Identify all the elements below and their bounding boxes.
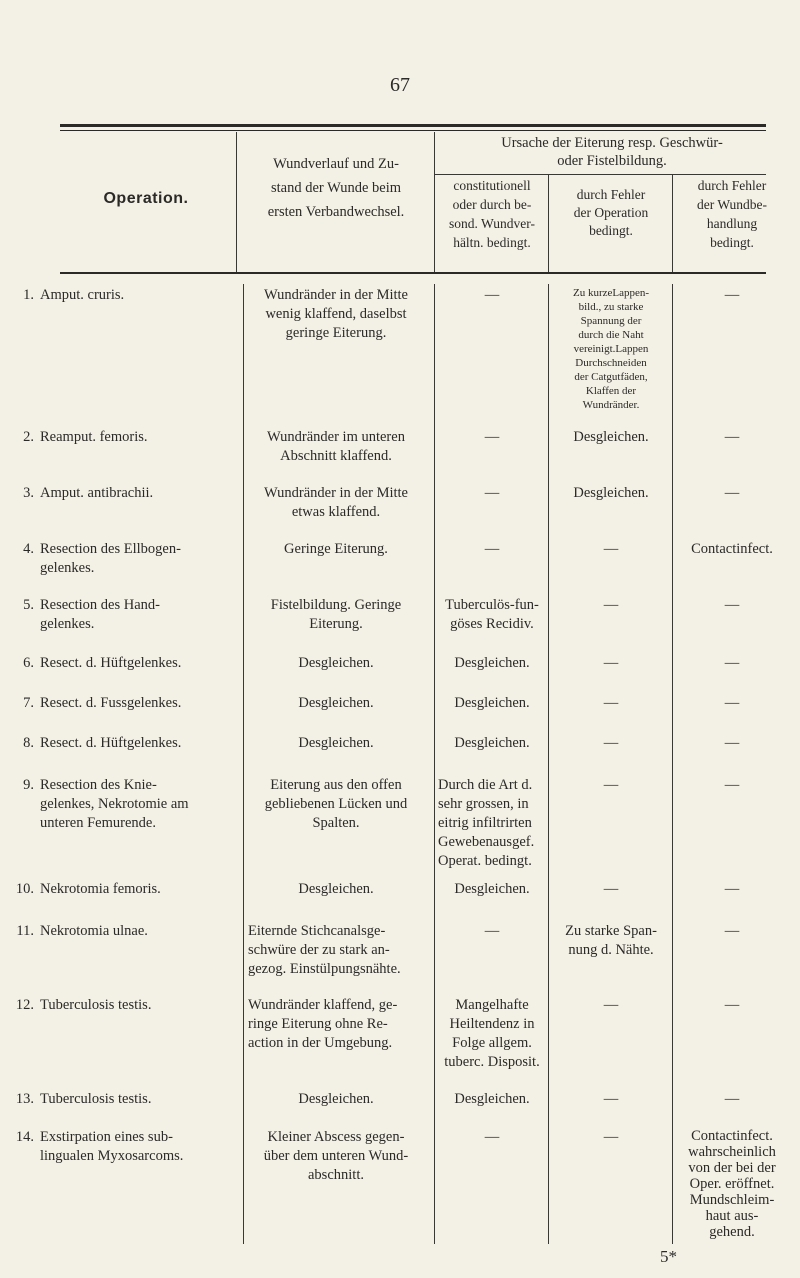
fehler-op-cell xyxy=(552,694,670,713)
constitutionell-cell xyxy=(438,654,546,673)
wund-cell xyxy=(248,996,424,1053)
cell-line: Kleiner Abscess gegen- xyxy=(267,1129,405,1145)
cell-line: Abschnitt klaffend. xyxy=(280,448,392,464)
header-line: sond. Wundver- xyxy=(449,216,535,231)
header-line: constitutionell xyxy=(453,178,531,193)
header-line: Ursache der Eiterung resp. Geschwür- xyxy=(501,135,723,151)
operation-line: gelenkes. xyxy=(40,616,95,632)
cell-line: — xyxy=(603,735,619,751)
fehler-wb-cell xyxy=(674,922,790,941)
wund-cell xyxy=(248,776,424,833)
cell-line: — xyxy=(603,655,619,671)
operation-line: lingualen Myxosarcoms. xyxy=(40,1148,184,1164)
cell-line: Tuberculös-fun- xyxy=(445,597,539,613)
cell-line: geringe Eiterung. xyxy=(285,325,387,341)
constitutionell-cell xyxy=(438,1128,546,1147)
constitutionell-cell xyxy=(438,540,546,559)
cell-line: wenig klaffend, daselbst xyxy=(265,306,407,322)
fehler-op-cell xyxy=(552,596,670,615)
cell-line: — xyxy=(724,997,740,1013)
cell-line: Desgleichen. xyxy=(573,485,649,501)
operation-line: gelenkes. xyxy=(40,560,95,576)
constitutionell-cell xyxy=(438,776,546,871)
cell-line: — xyxy=(724,485,740,501)
cell-line: etwas klaffend. xyxy=(291,504,381,520)
operation-cell xyxy=(12,654,240,673)
constitutionell-cell xyxy=(438,428,546,447)
fehler-wb-cell xyxy=(674,734,790,753)
cell-line: Operat. bedingt. xyxy=(438,853,532,869)
fehler-op-cell xyxy=(552,1128,670,1147)
fehler-wb-cell xyxy=(674,654,790,673)
operation-line: Exstirpation eines sub- xyxy=(40,1129,173,1145)
header-fehler-operation xyxy=(552,186,670,240)
fehler-op-cell xyxy=(552,734,670,753)
fehler-op-cell xyxy=(552,880,670,899)
cell-line: über dem unteren Wund- xyxy=(263,1148,409,1164)
operation-cell xyxy=(12,484,240,503)
cell-line: Eiternde Stichcanalsge- xyxy=(248,923,386,939)
fehler-wb-cell xyxy=(674,694,790,713)
cell-line: — xyxy=(724,735,740,751)
cell-line: — xyxy=(484,541,500,557)
cell-line: — xyxy=(724,1091,740,1107)
constitutionell-cell xyxy=(438,734,546,753)
cell-line: — xyxy=(724,655,740,671)
row-number: 2. xyxy=(23,429,34,445)
header-top-rule-thin xyxy=(60,130,766,131)
cell-line: ringe Eiterung ohne Re- xyxy=(248,1016,388,1032)
fehler-wb-cell xyxy=(674,1090,790,1109)
operation-line: Tuberculosis testis. xyxy=(40,1091,152,1107)
cell-line: Heiltendenz in xyxy=(449,1016,535,1032)
operation-cell xyxy=(12,428,240,447)
cell-line: gehend. xyxy=(709,1224,755,1240)
column-divider xyxy=(243,284,244,1244)
wund-cell xyxy=(248,286,424,343)
fehler-op-cell xyxy=(552,1090,670,1109)
operation-line: Tuberculosis testis. xyxy=(40,997,152,1013)
wund-cell xyxy=(248,1128,424,1185)
cell-line: Gewebenausgef. xyxy=(438,834,535,850)
header-line: der Operation xyxy=(573,205,649,220)
row-number: 5. xyxy=(23,597,34,613)
cell-line: schwüre der zu stark an- xyxy=(248,942,390,958)
cell-line: — xyxy=(484,1129,500,1145)
wund-cell xyxy=(248,540,424,559)
row-number: 11. xyxy=(16,923,34,939)
signature-mark: 5* xyxy=(660,1247,677,1266)
cell-line: göses Recidiv. xyxy=(450,616,534,632)
operation-cell xyxy=(12,996,240,1015)
fehler-op-cell xyxy=(552,484,670,503)
header-line: oder Fistelbildung. xyxy=(557,153,667,169)
cell-line: gebliebenen Lücken und xyxy=(264,796,408,812)
header-divider xyxy=(434,132,435,272)
operation-line: Resection des Knie- xyxy=(40,777,157,793)
wund-cell xyxy=(248,1090,424,1109)
header-top-rule xyxy=(60,124,766,127)
cell-line: Eiterung. xyxy=(309,616,363,632)
page-number: 67 xyxy=(390,74,410,96)
operation-line: Resect. d. Hüftgelenkes. xyxy=(40,735,182,751)
header-line: der Wundbe- xyxy=(696,197,768,212)
operation-cell xyxy=(12,286,240,305)
cell-line: Spannung der xyxy=(580,315,642,327)
cell-line: haut aus- xyxy=(705,1208,759,1224)
cell-line: der Catgutfäden, xyxy=(574,371,648,383)
wund-cell xyxy=(248,880,424,899)
column-divider xyxy=(548,284,549,1244)
fehler-op-cell xyxy=(552,654,670,673)
header-fehler-wundbehandlung xyxy=(674,176,790,252)
cell-line: Mundschleim- xyxy=(689,1192,775,1208)
operation-cell xyxy=(12,1128,240,1166)
cell-line: action in der Umgebung. xyxy=(248,1035,393,1051)
cell-line: — xyxy=(603,541,619,557)
row-number: 8. xyxy=(23,735,34,751)
fehler-wb-cell xyxy=(674,996,790,1015)
fehler-wb-cell xyxy=(674,428,790,447)
fehler-op-cell xyxy=(552,996,670,1015)
cell-line: abschnitt. xyxy=(308,1167,364,1183)
cell-line: wahrscheinlich xyxy=(688,1144,776,1160)
cell-line: eitrig infiltrirten xyxy=(438,815,532,831)
fehler-wb-cell xyxy=(674,596,790,615)
header-line: durch Fehler xyxy=(576,187,646,202)
header-wundverlauf xyxy=(240,154,432,222)
operation-line: Amput. cruris. xyxy=(40,287,125,303)
cell-line: Wundränder klaffend, ge- xyxy=(248,997,398,1013)
wund-cell xyxy=(248,484,424,522)
operation-line: Resection des Ellbogen- xyxy=(40,541,181,557)
cell-line: Desgleichen. xyxy=(573,429,649,445)
cell-line: — xyxy=(724,597,740,613)
wund-cell xyxy=(248,922,424,979)
cell-line: Desgleichen. xyxy=(298,881,374,897)
cell-line: Contactinfect. xyxy=(691,1128,773,1144)
cell-line: — xyxy=(603,881,619,897)
cell-line: — xyxy=(603,695,619,711)
cell-line: — xyxy=(484,287,500,303)
fehler-op-cell xyxy=(552,922,670,960)
constitutionell-cell xyxy=(438,596,546,634)
header-line: bedingt. xyxy=(589,223,633,238)
cell-line: — xyxy=(724,695,740,711)
cell-line: — xyxy=(724,429,740,445)
header-constitutionell xyxy=(438,176,546,252)
cell-line: — xyxy=(603,1091,619,1107)
cell-line: — xyxy=(724,881,740,897)
header-divider xyxy=(236,132,237,272)
wund-cell xyxy=(248,596,424,634)
cell-line: — xyxy=(484,485,500,501)
cell-line: Wundränder. xyxy=(582,399,640,411)
header-divider xyxy=(548,174,549,272)
cell-line: Klaffen der xyxy=(585,385,637,397)
row-number: 13. xyxy=(15,1091,34,1107)
operation-cell xyxy=(12,596,240,634)
cell-line: Durch die Art d. xyxy=(438,777,533,793)
fehler-wb-cell xyxy=(674,776,790,795)
operation-cell xyxy=(12,922,240,941)
operation-line: Reamput. femoris. xyxy=(40,429,148,445)
cell-line: Desgleichen. xyxy=(454,655,530,671)
row-number: 9. xyxy=(23,777,34,793)
cell-line: Folge allgem. xyxy=(452,1035,532,1051)
cell-line: vereinigt.Lappen xyxy=(573,343,649,355)
operation-line: Nekrotomia ulnae. xyxy=(40,923,148,939)
cell-line: nung d. Nähte. xyxy=(568,942,654,958)
constitutionell-cell xyxy=(438,880,546,899)
cell-line: — xyxy=(603,997,619,1013)
cell-line: Wundränder in der Mitte xyxy=(264,485,408,501)
cell-line: — xyxy=(724,287,740,303)
operation-line: Amput. antibrachii. xyxy=(40,485,154,501)
operation-line: gelenkes, Nekrotomie am xyxy=(40,796,189,812)
fehler-op-cell xyxy=(552,776,670,795)
operation-cell xyxy=(12,540,240,578)
operation-cell xyxy=(12,734,240,753)
header-line: handlung xyxy=(706,216,758,231)
cell-line: Desgleichen. xyxy=(454,1091,530,1107)
row-number: 12. xyxy=(15,997,34,1013)
wund-cell xyxy=(248,654,424,673)
operation-cell xyxy=(12,1090,240,1109)
constitutionell-cell xyxy=(438,1090,546,1109)
cell-line: Mangelhafte xyxy=(455,997,529,1013)
wund-cell xyxy=(248,428,424,466)
header-ursache xyxy=(438,134,786,170)
cell-line: bild., zu starke xyxy=(578,301,644,313)
fehler-op-cell xyxy=(552,540,670,559)
header-line: hältn. bedingt. xyxy=(453,235,531,250)
cell-line: Desgleichen. xyxy=(298,655,374,671)
header-operation: Operation. xyxy=(103,190,189,207)
fehler-op-cell xyxy=(552,286,670,412)
header-line: durch Fehler xyxy=(697,178,767,193)
fehler-wb-cell xyxy=(674,1128,790,1240)
constitutionell-cell xyxy=(438,286,546,305)
operation-cell xyxy=(12,776,240,833)
cell-line: — xyxy=(484,429,500,445)
fehler-wb-cell xyxy=(674,286,790,305)
header-bottom-rule xyxy=(60,272,766,274)
header-subrule xyxy=(434,174,766,175)
wund-cell xyxy=(248,734,424,753)
constitutionell-cell xyxy=(438,694,546,713)
row-number: 7. xyxy=(23,695,34,711)
cell-line: Eiterung aus den offen xyxy=(270,777,402,793)
constitutionell-cell xyxy=(438,922,546,941)
header-line: bedingt. xyxy=(710,235,754,250)
operation-line: Nekrotomia femoris. xyxy=(40,881,161,897)
cell-line: Desgleichen. xyxy=(298,695,374,711)
operation-line: Resection des Hand- xyxy=(40,597,160,613)
row-number: 4. xyxy=(23,541,34,557)
header-line: Wundverlauf und Zu- xyxy=(273,156,399,172)
fehler-wb-cell xyxy=(674,880,790,899)
cell-line: Contactinfect. xyxy=(691,541,773,557)
cell-line: Durchschneiden xyxy=(575,357,647,369)
fehler-wb-cell xyxy=(674,540,790,559)
cell-line: — xyxy=(724,923,740,939)
operation-cell xyxy=(12,880,240,899)
cell-line: — xyxy=(603,597,619,613)
header-line: oder durch be- xyxy=(452,197,532,212)
row-number: 1. xyxy=(23,287,34,303)
cell-line: Geringe Eiterung. xyxy=(284,541,388,557)
cell-line: Zu starke Span- xyxy=(565,923,657,939)
cell-line: Oper. eröffnet. xyxy=(689,1176,775,1192)
cell-line: Wundränder im unteren xyxy=(267,429,405,445)
cell-line: gezog. Einstülpungsnähte. xyxy=(248,961,401,977)
row-number: 3. xyxy=(23,485,34,501)
fehler-op-cell xyxy=(552,428,670,447)
cell-line: — xyxy=(484,923,500,939)
row-number: 6. xyxy=(23,655,34,671)
cell-line: — xyxy=(724,777,740,793)
operation-line: Resect. d. Hüftgelenkes. xyxy=(40,655,182,671)
cell-line: Desgleichen. xyxy=(454,881,530,897)
fehler-wb-cell xyxy=(674,484,790,503)
cell-line: — xyxy=(603,1129,619,1145)
row-number: 10. xyxy=(15,881,34,897)
row-number: 14. xyxy=(15,1129,34,1145)
constitutionell-cell xyxy=(438,996,546,1072)
cell-line: Desgleichen. xyxy=(454,735,530,751)
cell-line: sehr grossen, in xyxy=(438,796,529,812)
wund-cell xyxy=(248,694,424,713)
column-divider xyxy=(434,284,435,1244)
header-divider xyxy=(672,174,673,272)
cell-line: durch die Naht xyxy=(578,329,644,341)
operation-line: unteren Femurende. xyxy=(40,815,156,831)
cell-line: Spalten. xyxy=(312,815,360,831)
header-line: ersten Verbandwechsel. xyxy=(267,204,405,220)
cell-line: Wundränder in der Mitte xyxy=(264,287,408,303)
cell-line: tuberc. Disposit. xyxy=(444,1054,540,1070)
cell-line: Desgleichen. xyxy=(298,1091,374,1107)
operation-cell xyxy=(12,694,240,713)
cell-line: von der bei der xyxy=(688,1160,776,1176)
cell-line: Desgleichen. xyxy=(454,695,530,711)
cell-line: Zu kurzeLappen- xyxy=(572,287,650,299)
cell-line: — xyxy=(603,777,619,793)
cell-line: Desgleichen. xyxy=(298,735,374,751)
constitutionell-cell xyxy=(438,484,546,503)
header-line: stand der Wunde beim xyxy=(270,180,402,196)
cell-line: Fistelbildung. Geringe xyxy=(270,597,402,613)
column-divider xyxy=(672,284,673,1244)
operation-line: Resect. d. Fussgelenkes. xyxy=(40,695,182,711)
